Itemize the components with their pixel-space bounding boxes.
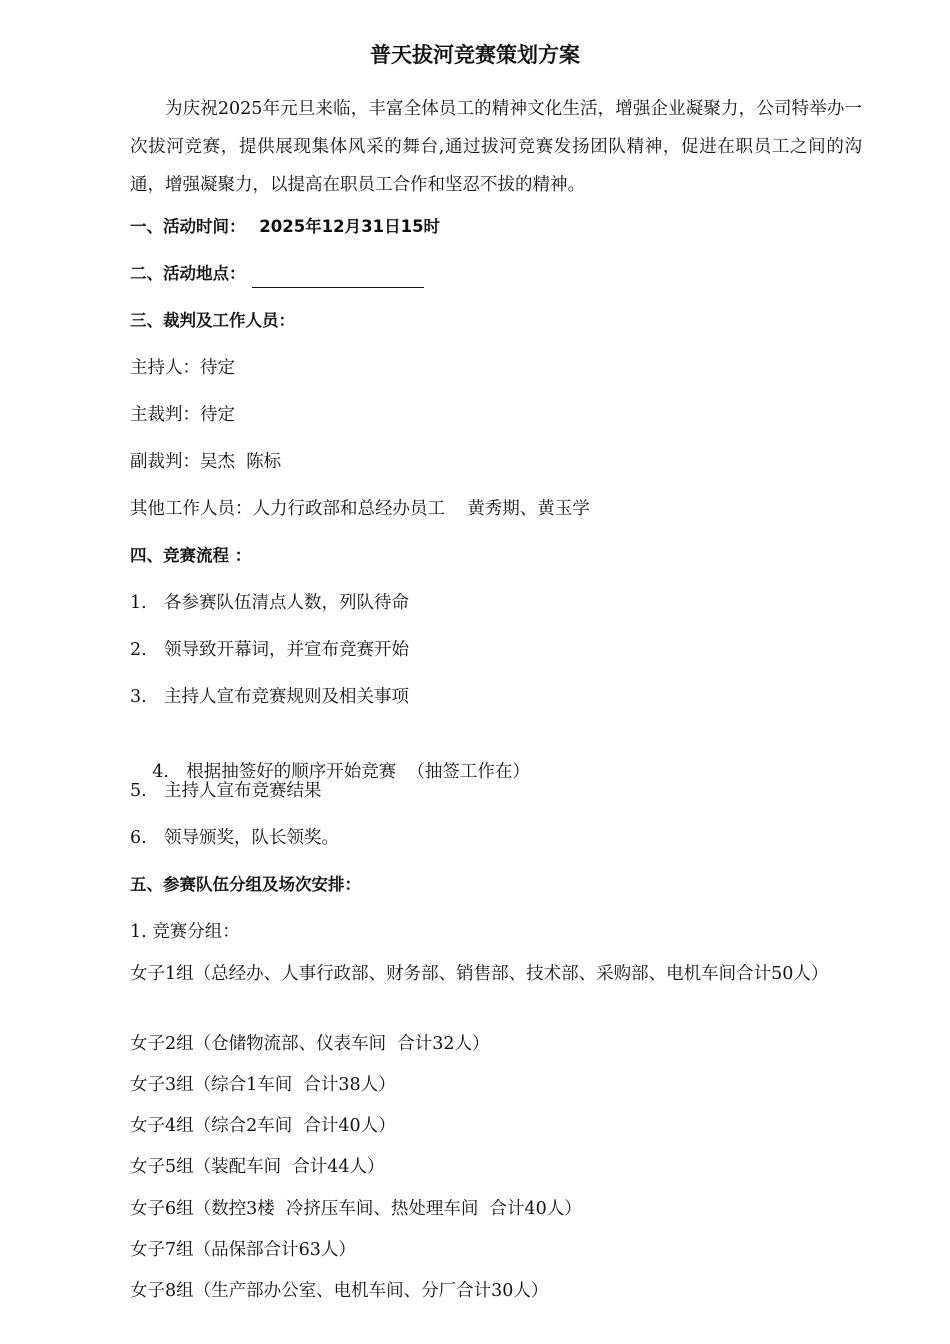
list-item-text: 领导颁奖，队长领奖。	[164, 828, 339, 848]
list-item-number: 5.	[130, 781, 147, 801]
intro-paragraph: 为庆祝2025年元旦来临，丰富全体员工的精神文化生活，增强企业凝聚力，公司特举办一次拔河竞赛，提供展现集体风采的舞台,通过拔河竞赛发扬团队精神，促进在职员工之间的沟通，增强凝聚力，以提高在职员工合作和坚忍不拔的精神。	[130, 99, 862, 195]
section-groups-heading: 五、参赛队伍分组及场次安排：	[130, 875, 361, 894]
group-item: 女子8组（生产部办公室、电机车间、分厂合计30人）	[130, 1281, 549, 1301]
group-item: 女子6组（数控3楼 冷挤压车间、热处理车间 合计40人）	[130, 1199, 582, 1219]
document-title: 普天拔河竞赛策划方案	[370, 43, 580, 67]
group-item: 女子3组（综合1车间 合计38人）	[130, 1075, 396, 1095]
list-item-number: 3.	[130, 687, 147, 707]
list-item-text: 领导致开幕词，并宣布竞赛开始	[164, 640, 409, 660]
list-item-text: 各参赛队伍清点人数，列队待命	[164, 593, 409, 613]
list-item	[130, 589, 409, 617]
list-item-text: 主持人宣布竞赛结果	[164, 781, 322, 801]
host-line: 主持人：待定	[130, 358, 235, 378]
deputy-referee-line: 副裁判：吴杰 陈标	[130, 452, 282, 472]
section-activity-time	[130, 213, 440, 241]
list-item	[130, 824, 339, 852]
list-item-text: 根据抽签好的顺序开始竞赛 （抽签工作在）	[186, 762, 530, 782]
section-heading: 一、活动时间：	[130, 217, 246, 236]
list-item-number: 6.	[130, 828, 147, 848]
chief-referee-line: 主裁判：待定	[130, 405, 235, 425]
list-item-number: 1.	[130, 593, 147, 613]
list-item	[130, 683, 409, 711]
group-item: 女子7组（品保部合计63人）	[130, 1240, 356, 1260]
groups-sub-heading: 1. 竞赛分组：	[130, 922, 240, 942]
section-referees-heading: 三、裁判及工作人员：	[130, 311, 295, 330]
section-process-heading: 四、竞赛流程 ：	[130, 546, 252, 565]
staff-line: 其他工作人员：人力行政部和总经办员工 黄秀期、黄玉学	[130, 499, 590, 519]
list-item-number: 4.	[152, 762, 169, 782]
activity-time-value: 2025年12月31日15时	[259, 217, 441, 236]
section-heading: 二、活动地点：	[130, 264, 246, 283]
location-blank-line	[252, 267, 424, 288]
group-item: 女子2组（仓储物流部、仪表车间 合计32人）	[130, 1034, 490, 1054]
group-item: 女子4组（综合2车间 合计40人）	[130, 1116, 396, 1136]
list-item	[130, 777, 322, 805]
list-item-number: 2.	[130, 640, 147, 660]
list-item	[130, 636, 409, 664]
group-item: 女子5组（装配车间 合计44人）	[130, 1157, 385, 1177]
group-item: 女子1组（总经办、人事行政部、财务部、销售部、技术部、采购部、电机车间合计50人）	[130, 964, 829, 984]
list-item-text: 主持人宣布竞赛规则及相关事项	[164, 687, 409, 707]
section-activity-location	[130, 260, 424, 288]
